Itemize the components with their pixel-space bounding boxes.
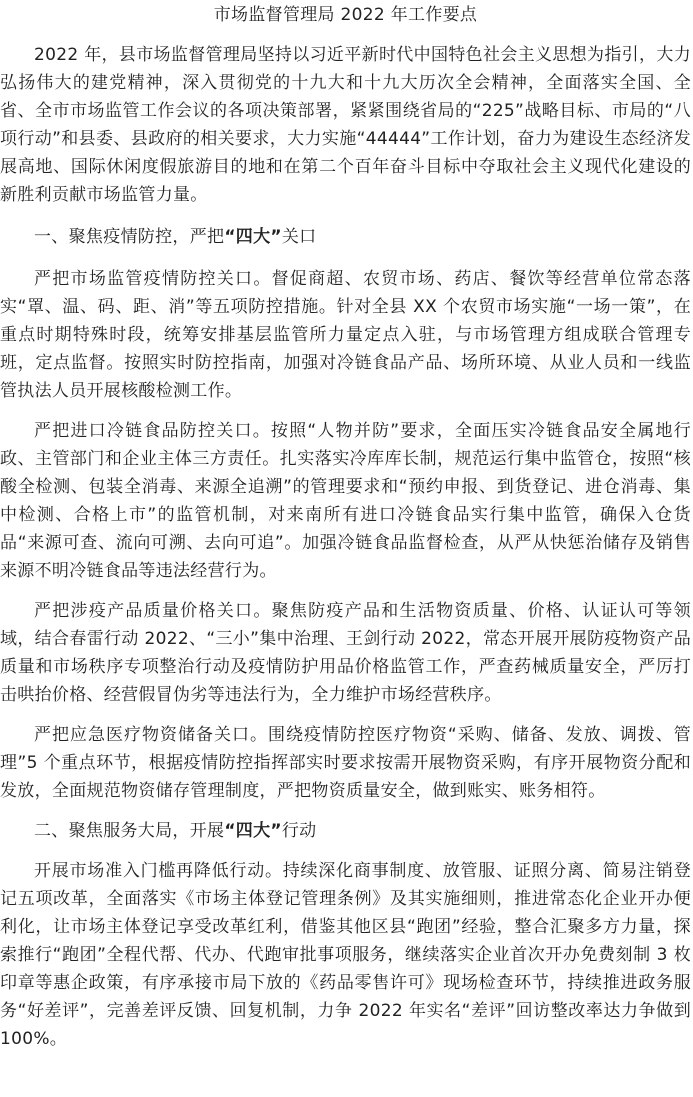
section-1-paragraph-1: 严把市场监管疫情防控关口。督促商超、农贸市场、药店、餐饮等经营单位常态落实“罩、温、码、距、消”等五项防控措施。针对全县 XX 个农贸市场实施“一场一策”，在重点时期特殊时段，统筹安排基层监管所力量定点入驻，与市场管理方组成联合管理专班，定点监督。按照实时防控指南，加强对冷链食品产品、场所环境、从业人员和一线监管执法人员开展核酸检测工作。 [0,269,691,401]
document-title: 市场监督管理局 2022 年工作要点 [213,5,478,25]
section-1-heading-prefix: 一、聚焦疫情防控，严把 [34,227,225,247]
section-2-heading [0,817,691,845]
section-1-heading [0,223,691,251]
section-1-heading-suffix: 关口 [281,227,317,247]
intro-paragraph: 2022 年，县市场监督管理局坚持以习近平新时代中国特色社会主义思想为指引，大力弘扬伟大的建党精神，深入贯彻党的十九大和十九大历次全会精神，全面落实全国、全省、全市市场监管工作会议的各项决策部署，紧紧围绕省局的“225”战略目标、市局的“八项行动”和县委、县政府的相关要求，大力实施“44444”工作计划，奋力为建设生态经济发展高地、国际休闲度假旅游目的地和在第二个百年奋斗目标中夺取社会主义现代化建设的新胜利贡献市场监管力量。 [0,45,691,205]
section-2-heading-prefix: 二、聚焦服务大局，开展 [34,821,225,841]
section-1-paragraph-2: 严把进口冷链食品防控关口。按照“人物并防”要求，全面压实冷链食品安全属地行政、主管部门和企业主体三方责任。扎实落实冷库库长制，规范运行集中监管仓，按照“核酸全检测、包装全消毒、来源全追溯”的管理要求和“预约申报、到货登记、进仓消毒、集中检测、合格上市”的监管机制，对来南所有进口冷链食品实行集中监管，确保入仓货品“来源可查、流向可溯、去向可追”。加强冷链食品监督检查，从严从快惩治储存及销售来源不明冷链食品等违法经营行为。 [0,421,691,581]
section-1-heading-bold: “四大” [224,227,282,247]
section-1-paragraph-4: 严把应急医疗物资储备关口。围绕疫情防控医疗物资“采购、储备、发放、调拨、管理”5 个重点环节，根据疫情防控指挥部实时要求按需开展物资采购，有序开展物资分配和发放，全面规范物资储存管理制度，严把物资质量安全，做到账实、账务相符。 [0,725,691,801]
section-2-heading-bold: “四大” [224,821,282,841]
section-1-paragraph-3: 严把涉疫产品质量价格关口。聚焦防疫产品和生活物资质量、价格、认证认可等领域，结合春雷行动 2022、“三小”集中治理、王剑行动 2022，常态开展开展防疫物资产品质量和市场秩序专项整治行动及疫情防护用品价格监管工作，严查药械质量安全，严厉打击哄抬价格、经营假冒伪劣等违法行为，全力维护市场经营秩序。 [0,601,691,705]
section-2-paragraph-1: 开展市场准入门槛再降低行动。持续深化商事制度、放管服、证照分离、简易注销登记五项改革，全面落实《市场主体登记管理条例》及其实施细则，推进常态化企业开办便利化，让市场主体登记享受改革红利，借鉴其他区县“跑团”经验，整合汇聚多方力量，探索推行“跑团”全程代帮、代办、代跑审批事项服务，继续落实企业首次开办免费刻制 3 枚印章等惠企政策，有序承接市局下放的《药品零售许可》现场检查环节，持续推进政务服务“好差评”，完善差评反馈、回复机制，力争 2022 年实名“差评”回访整改率达力争做到 100%。 [0,861,691,1049]
section-2-heading-suffix: 行动 [281,821,317,841]
